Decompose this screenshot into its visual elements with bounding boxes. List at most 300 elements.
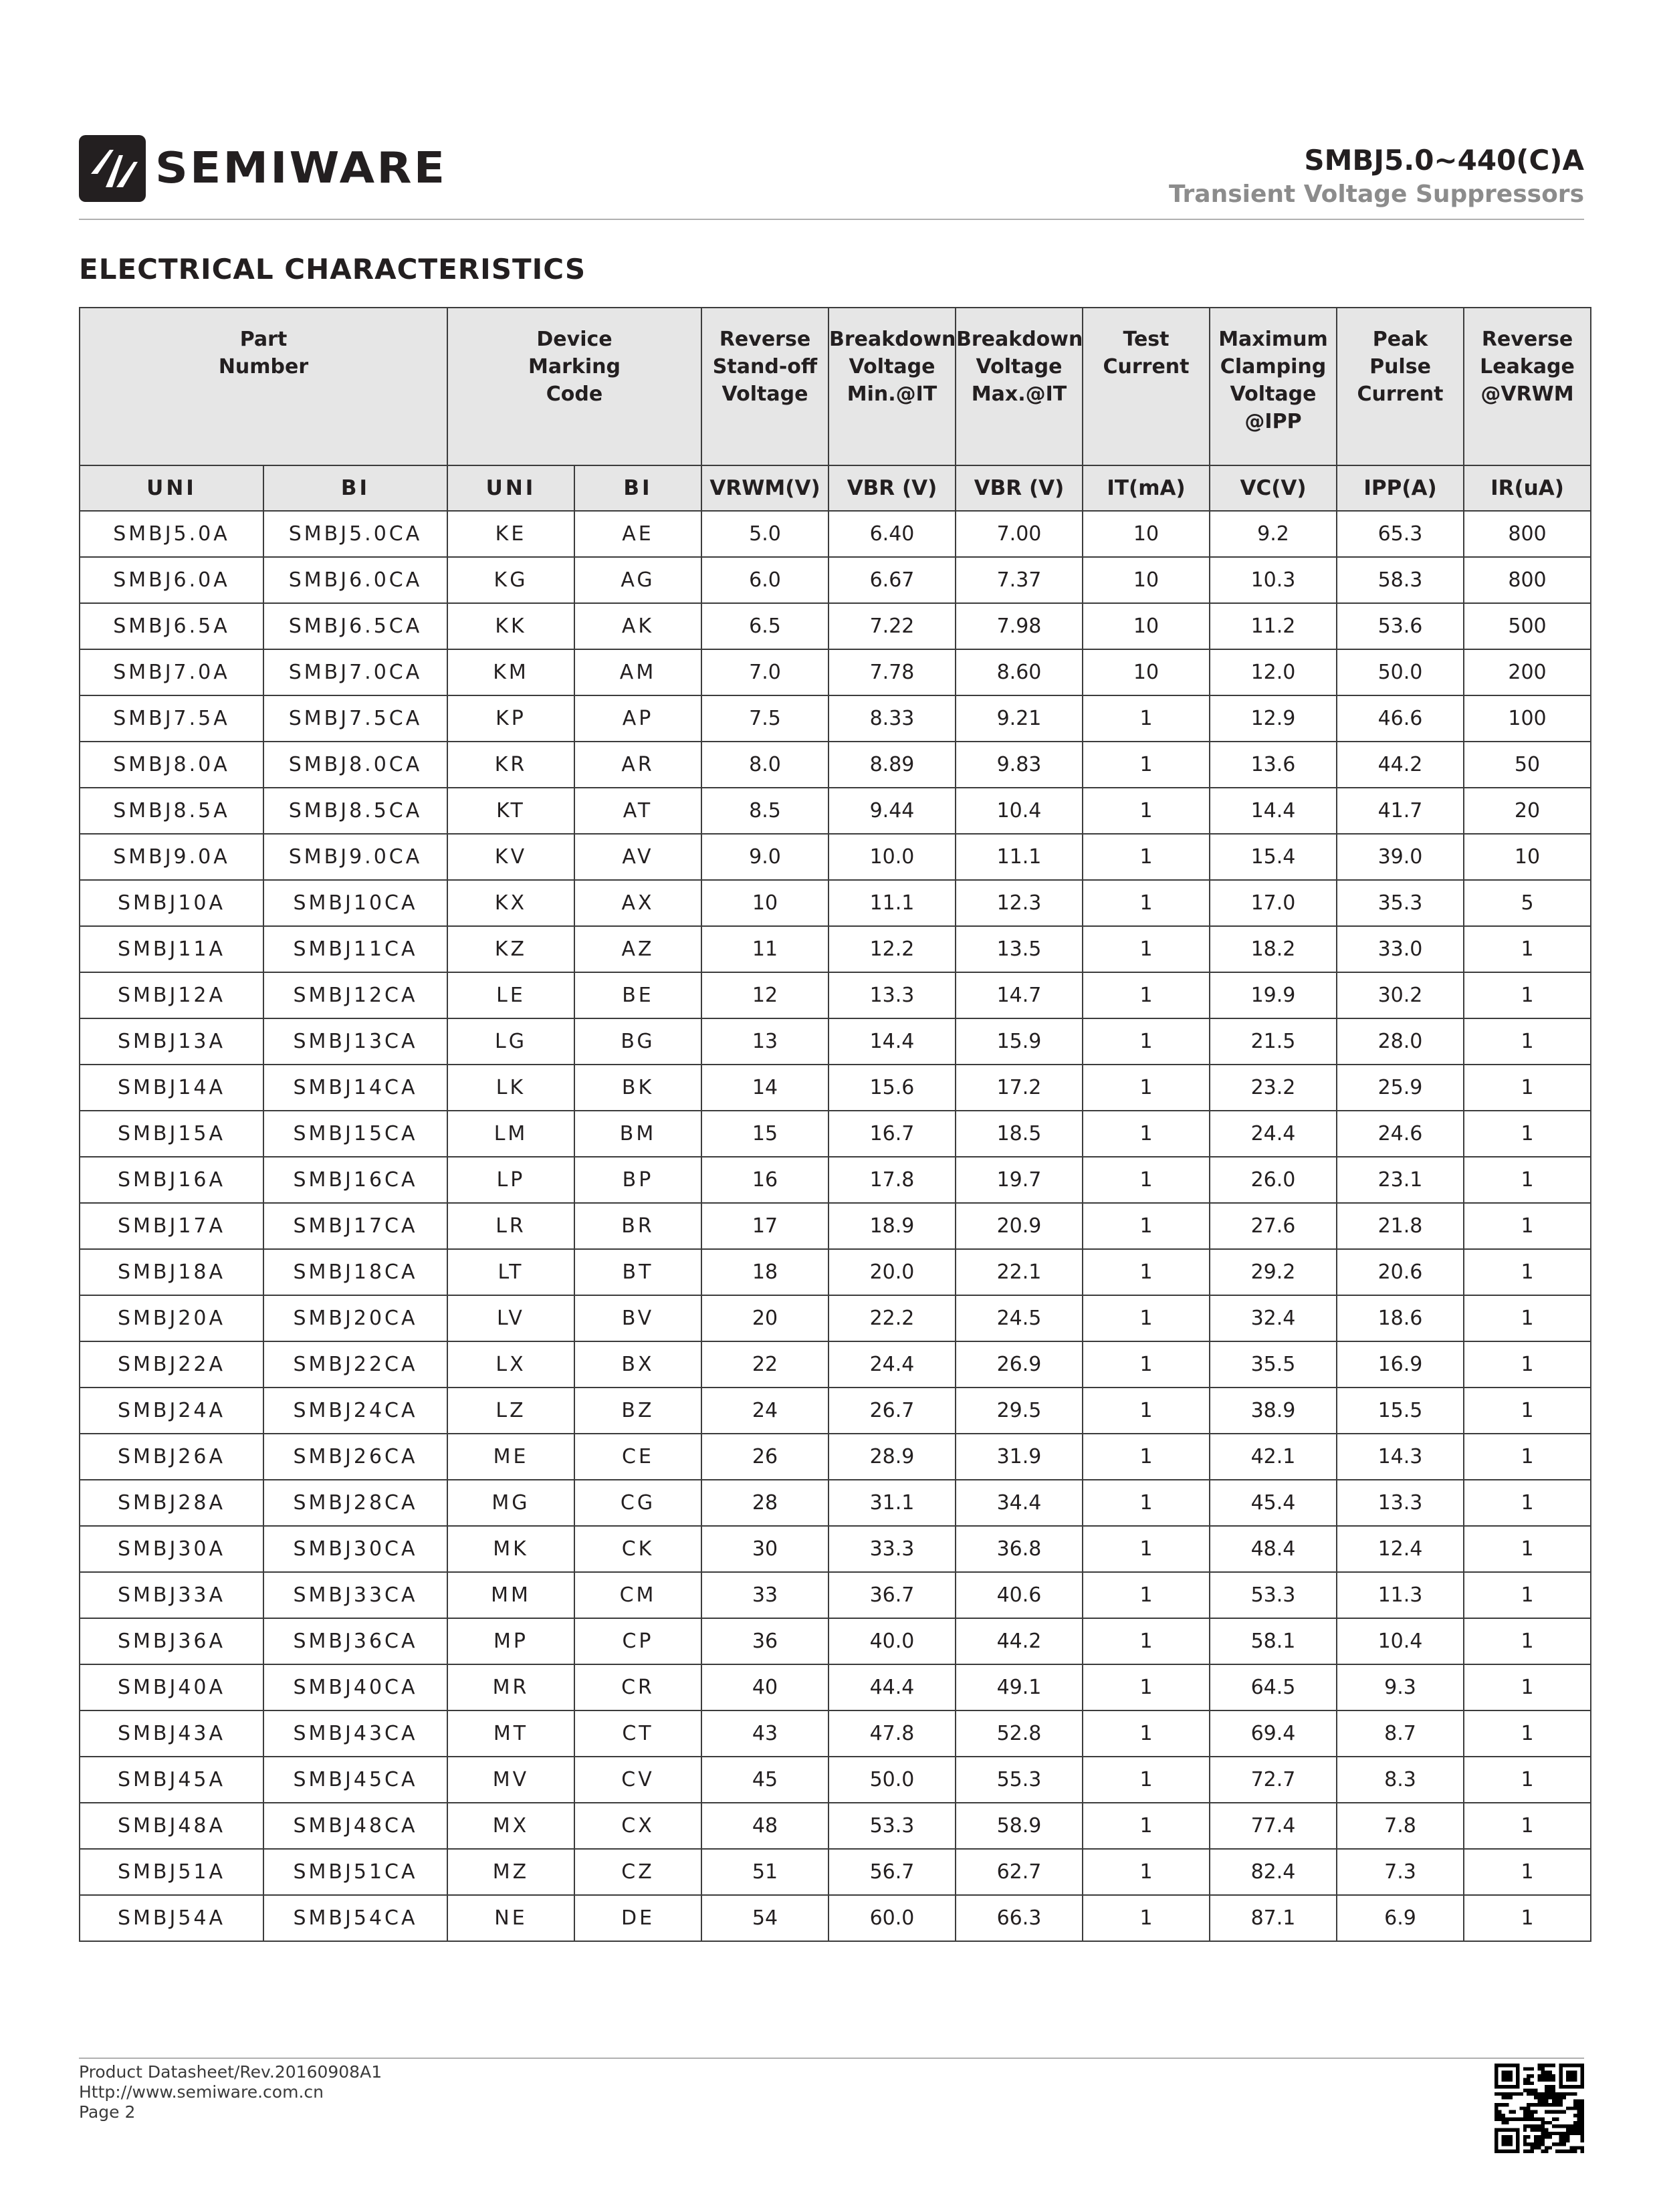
cell-ipp: 14.3 xyxy=(1337,1434,1464,1480)
cell-vrwm: 12 xyxy=(701,972,828,1018)
cell-vbr-max: 26.9 xyxy=(956,1341,1083,1388)
cell-vrwm: 36 xyxy=(701,1618,828,1664)
cell-vbr-min: 22.2 xyxy=(828,1295,956,1341)
cell-vrwm: 15 xyxy=(701,1111,828,1157)
cell-marking-bi: CX xyxy=(574,1803,701,1849)
cell-part-uni: SMBJ45A xyxy=(80,1757,263,1803)
cell-ipp: 30.2 xyxy=(1337,972,1464,1018)
cell-vbr-min: 20.0 xyxy=(828,1249,956,1295)
cell-marking-uni: MM xyxy=(447,1572,574,1618)
cell-ipp: 9.3 xyxy=(1337,1664,1464,1710)
cell-marking-bi: CZ xyxy=(574,1849,701,1895)
cell-part-uni: SMBJ54A xyxy=(80,1895,263,1941)
cell-vrwm: 51 xyxy=(701,1849,828,1895)
cell-vbr-max: 24.5 xyxy=(956,1295,1083,1341)
cell-ipp: 25.9 xyxy=(1337,1065,1464,1111)
cell-vrwm: 7.5 xyxy=(701,695,828,742)
cell-vrwm: 45 xyxy=(701,1757,828,1803)
cell-part-bi: SMBJ15CA xyxy=(263,1111,447,1157)
cell-part-uni: SMBJ28A xyxy=(80,1480,263,1526)
cell-vbr-max: 8.60 xyxy=(956,649,1083,695)
table-row xyxy=(80,880,1591,926)
cell-part-bi: SMBJ17CA xyxy=(263,1203,447,1249)
cell-vrwm: 20 xyxy=(701,1295,828,1341)
cell-part-uni: SMBJ40A xyxy=(80,1664,263,1710)
cell-marking-bi: AG xyxy=(574,557,701,603)
cell-part-bi: SMBJ26CA xyxy=(263,1434,447,1480)
cell-part-bi: SMBJ45CA xyxy=(263,1757,447,1803)
cell-part-bi: SMBJ30CA xyxy=(263,1526,447,1572)
cell-marking-uni: KT xyxy=(447,788,574,834)
cell-part-bi: SMBJ8.0CA xyxy=(263,742,447,788)
cell-marking-bi: BK xyxy=(574,1065,701,1111)
cell-vbr-max: 10.4 xyxy=(956,788,1083,834)
cell-ipp: 46.6 xyxy=(1337,695,1464,742)
cell-marking-bi: CM xyxy=(574,1572,701,1618)
subheader-marking-uni: UNI xyxy=(447,465,574,511)
cell-it: 1 xyxy=(1083,1249,1210,1295)
table-row xyxy=(80,603,1591,649)
cell-ipp: 7.8 xyxy=(1337,1803,1464,1849)
cell-ir: 200 xyxy=(1464,649,1591,695)
cell-part-bi: SMBJ10CA xyxy=(263,880,447,926)
cell-vrwm: 14 xyxy=(701,1065,828,1111)
cell-part-uni: SMBJ48A xyxy=(80,1803,263,1849)
qr-code-icon xyxy=(1495,2064,1584,2153)
cell-part-uni: SMBJ5.0A xyxy=(80,511,263,557)
cell-ipp: 6.9 xyxy=(1337,1895,1464,1941)
cell-part-uni: SMBJ26A xyxy=(80,1434,263,1480)
cell-vrwm: 6.5 xyxy=(701,603,828,649)
cell-ir: 1 xyxy=(1464,1157,1591,1203)
cell-vrwm: 9.0 xyxy=(701,834,828,880)
cell-marking-bi: BP xyxy=(574,1157,701,1203)
cell-it: 1 xyxy=(1083,1895,1210,1941)
cell-ipp: 8.3 xyxy=(1337,1757,1464,1803)
table-body xyxy=(80,511,1591,1941)
cell-marking-bi: BT xyxy=(574,1249,701,1295)
cell-marking-uni: LG xyxy=(447,1018,574,1065)
cell-vbr-min: 44.4 xyxy=(828,1664,956,1710)
cell-vbr-max: 15.9 xyxy=(956,1018,1083,1065)
subheader-ir: IR(uA) xyxy=(1464,465,1591,511)
table-row xyxy=(80,1849,1591,1895)
cell-vc: 53.3 xyxy=(1210,1572,1337,1618)
cell-part-bi: SMBJ51CA xyxy=(263,1849,447,1895)
cell-part-uni: SMBJ16A xyxy=(80,1157,263,1203)
cell-marking-bi: AZ xyxy=(574,926,701,972)
cell-part-uni: SMBJ7.5A xyxy=(80,695,263,742)
electrical-characteristics-table xyxy=(79,307,1591,1942)
subheader-ipp: IPP(A) xyxy=(1337,465,1464,511)
cell-vbr-min: 36.7 xyxy=(828,1572,956,1618)
document-header xyxy=(1169,142,1584,210)
cell-marking-bi: CP xyxy=(574,1618,701,1664)
cell-ipp: 13.3 xyxy=(1337,1480,1464,1526)
cell-vbr-max: 55.3 xyxy=(956,1757,1083,1803)
cell-ipp: 35.3 xyxy=(1337,880,1464,926)
cell-vrwm: 7.0 xyxy=(701,649,828,695)
cell-marking-uni: KE xyxy=(447,511,574,557)
cell-vbr-min: 28.9 xyxy=(828,1434,956,1480)
footer-divider xyxy=(79,2058,1584,2059)
subheader-it: IT(mA) xyxy=(1083,465,1210,511)
cell-vbr-min: 33.3 xyxy=(828,1526,956,1572)
cell-it: 1 xyxy=(1083,1018,1210,1065)
cell-it: 1 xyxy=(1083,1434,1210,1480)
cell-vc: 9.2 xyxy=(1210,511,1337,557)
cell-marking-uni: LP xyxy=(447,1157,574,1203)
cell-marking-bi: BX xyxy=(574,1341,701,1388)
cell-vbr-max: 20.9 xyxy=(956,1203,1083,1249)
cell-vrwm: 17 xyxy=(701,1203,828,1249)
cell-marking-bi: DE xyxy=(574,1895,701,1941)
cell-vrwm: 8.0 xyxy=(701,742,828,788)
cell-ipp: 18.6 xyxy=(1337,1295,1464,1341)
cell-ipp: 58.3 xyxy=(1337,557,1464,603)
cell-marking-uni: KV xyxy=(447,834,574,880)
table-row xyxy=(80,926,1591,972)
cell-it: 1 xyxy=(1083,926,1210,972)
cell-ir: 1 xyxy=(1464,1526,1591,1572)
cell-vc: 21.5 xyxy=(1210,1018,1337,1065)
cell-vrwm: 30 xyxy=(701,1526,828,1572)
cell-marking-uni: MK xyxy=(447,1526,574,1572)
cell-part-bi: SMBJ48CA xyxy=(263,1803,447,1849)
cell-vrwm: 8.5 xyxy=(701,788,828,834)
brand-logo xyxy=(79,135,447,202)
cell-marking-uni: MX xyxy=(447,1803,574,1849)
cell-marking-uni: KP xyxy=(447,695,574,742)
cell-vc: 32.4 xyxy=(1210,1295,1337,1341)
cell-it: 1 xyxy=(1083,1618,1210,1664)
cell-ipp: 21.8 xyxy=(1337,1203,1464,1249)
cell-vrwm: 13 xyxy=(701,1018,828,1065)
cell-vbr-max: 31.9 xyxy=(956,1434,1083,1480)
cell-ir: 1 xyxy=(1464,1065,1591,1111)
cell-part-uni: SMBJ7.0A xyxy=(80,649,263,695)
cell-it: 1 xyxy=(1083,880,1210,926)
cell-ipp: 53.6 xyxy=(1337,603,1464,649)
cell-ir: 1 xyxy=(1464,926,1591,972)
cell-vbr-min: 24.4 xyxy=(828,1341,956,1388)
cell-vbr-max: 40.6 xyxy=(956,1572,1083,1618)
cell-vc: 24.4 xyxy=(1210,1111,1337,1157)
cell-vbr-max: 36.8 xyxy=(956,1526,1083,1572)
cell-vbr-max: 22.1 xyxy=(956,1249,1083,1295)
cell-part-uni: SMBJ15A xyxy=(80,1111,263,1157)
cell-ir: 800 xyxy=(1464,511,1591,557)
cell-ipp: 7.3 xyxy=(1337,1849,1464,1895)
cell-marking-bi: BG xyxy=(574,1018,701,1065)
cell-vc: 23.2 xyxy=(1210,1065,1337,1111)
cell-part-bi: SMBJ43CA xyxy=(263,1710,447,1757)
cell-vc: 29.2 xyxy=(1210,1249,1337,1295)
cell-marking-uni: MP xyxy=(447,1618,574,1664)
cell-ipp: 50.0 xyxy=(1337,649,1464,695)
cell-part-uni: SMBJ17A xyxy=(80,1203,263,1249)
cell-marking-bi: AV xyxy=(574,834,701,880)
cell-ipp: 65.3 xyxy=(1337,511,1464,557)
cell-part-bi: SMBJ54CA xyxy=(263,1895,447,1941)
subheader-vbr-max: VBR (V) xyxy=(956,465,1083,511)
cell-ir: 1 xyxy=(1464,1849,1591,1895)
cell-vbr-min: 9.44 xyxy=(828,788,956,834)
cell-part-bi: SMBJ16CA xyxy=(263,1157,447,1203)
cell-marking-uni: LV xyxy=(447,1295,574,1341)
cell-marking-bi: BE xyxy=(574,972,701,1018)
cell-ipp: 16.9 xyxy=(1337,1341,1464,1388)
cell-marking-bi: AR xyxy=(574,742,701,788)
table-row xyxy=(80,1111,1591,1157)
cell-part-uni: SMBJ11A xyxy=(80,926,263,972)
cell-marking-bi: AT xyxy=(574,788,701,834)
cell-marking-bi: BR xyxy=(574,1203,701,1249)
cell-marking-uni: LK xyxy=(447,1065,574,1111)
table-row xyxy=(80,1895,1591,1941)
document-subtitle: Transient Voltage Suppressors xyxy=(1168,181,1584,208)
cell-marking-uni: KX xyxy=(447,880,574,926)
cell-marking-uni: KM xyxy=(447,649,574,695)
cell-vbr-max: 12.3 xyxy=(956,880,1083,926)
table-sub-header-row xyxy=(80,465,1591,511)
cell-part-uni: SMBJ43A xyxy=(80,1710,263,1757)
cell-marking-uni: LZ xyxy=(447,1388,574,1434)
table-row xyxy=(80,649,1591,695)
cell-part-bi: SMBJ5.0CA xyxy=(263,511,447,557)
table-row xyxy=(80,1157,1591,1203)
table-group-header-row xyxy=(80,308,1591,465)
cell-it: 10 xyxy=(1083,603,1210,649)
cell-vbr-max: 9.21 xyxy=(956,695,1083,742)
cell-vbr-min: 14.4 xyxy=(828,1018,956,1065)
cell-ipp: 39.0 xyxy=(1337,834,1464,880)
cell-vc: 13.6 xyxy=(1210,742,1337,788)
document-title: SMBJ5.0~440(C)A xyxy=(1304,144,1584,177)
cell-vbr-max: 13.5 xyxy=(956,926,1083,972)
cell-vrwm: 11 xyxy=(701,926,828,972)
logo-text: SEMIWARE xyxy=(155,144,447,193)
cell-ipp: 24.6 xyxy=(1337,1111,1464,1157)
cell-it: 1 xyxy=(1083,1388,1210,1434)
subheader-marking-bi: BI xyxy=(574,465,701,511)
cell-it: 10 xyxy=(1083,511,1210,557)
cell-part-bi: SMBJ18CA xyxy=(263,1249,447,1295)
cell-marking-bi: AP xyxy=(574,695,701,742)
cell-vbr-min: 18.9 xyxy=(828,1203,956,1249)
cell-part-uni: SMBJ24A xyxy=(80,1388,263,1434)
header-reverse-standoff: Reverse Stand-off Voltage xyxy=(701,308,828,465)
cell-part-uni: SMBJ51A xyxy=(80,1849,263,1895)
cell-it: 1 xyxy=(1083,1111,1210,1157)
footer-page-number: Page 2 xyxy=(79,2102,136,2122)
header-divider xyxy=(79,219,1584,220)
cell-it: 1 xyxy=(1083,1572,1210,1618)
cell-vbr-max: 49.1 xyxy=(956,1664,1083,1710)
cell-part-bi: SMBJ20CA xyxy=(263,1295,447,1341)
cell-ipp: 28.0 xyxy=(1337,1018,1464,1065)
cell-vc: 11.2 xyxy=(1210,603,1337,649)
cell-vbr-max: 7.00 xyxy=(956,511,1083,557)
cell-ipp: 12.4 xyxy=(1337,1526,1464,1572)
cell-marking-uni: KG xyxy=(447,557,574,603)
cell-part-bi: SMBJ7.5CA xyxy=(263,695,447,742)
cell-part-bi: SMBJ8.5CA xyxy=(263,788,447,834)
cell-marking-bi: CE xyxy=(574,1434,701,1480)
cell-marking-uni: LE xyxy=(447,972,574,1018)
cell-part-uni: SMBJ12A xyxy=(80,972,263,1018)
cell-vc: 38.9 xyxy=(1210,1388,1337,1434)
cell-it: 1 xyxy=(1083,742,1210,788)
cell-ir: 1 xyxy=(1464,1341,1591,1388)
cell-vbr-min: 53.3 xyxy=(828,1803,956,1849)
cell-part-bi: SMBJ14CA xyxy=(263,1065,447,1111)
cell-marking-bi: CK xyxy=(574,1526,701,1572)
cell-it: 1 xyxy=(1083,1341,1210,1388)
cell-marking-uni: KK xyxy=(447,603,574,649)
cell-vc: 77.4 xyxy=(1210,1803,1337,1849)
cell-part-bi: SMBJ13CA xyxy=(263,1018,447,1065)
cell-part-uni: SMBJ18A xyxy=(80,1249,263,1295)
cell-marking-uni: MR xyxy=(447,1664,574,1710)
cell-vc: 72.7 xyxy=(1210,1757,1337,1803)
cell-ir: 1 xyxy=(1464,1388,1591,1434)
cell-vrwm: 5.0 xyxy=(701,511,828,557)
table-row xyxy=(80,1018,1591,1065)
cell-vc: 12.0 xyxy=(1210,649,1337,695)
cell-vbr-min: 50.0 xyxy=(828,1757,956,1803)
cell-vbr-max: 14.7 xyxy=(956,972,1083,1018)
table-row xyxy=(80,1388,1591,1434)
cell-it: 1 xyxy=(1083,1849,1210,1895)
cell-part-uni: SMBJ36A xyxy=(80,1618,263,1664)
table-row xyxy=(80,1618,1591,1664)
table-row xyxy=(80,1572,1591,1618)
table-row xyxy=(80,557,1591,603)
cell-ipp: 20.6 xyxy=(1337,1249,1464,1295)
cell-vc: 45.4 xyxy=(1210,1480,1337,1526)
cell-ir: 1 xyxy=(1464,1710,1591,1757)
cell-marking-uni: LR xyxy=(447,1203,574,1249)
semiware-logo-icon xyxy=(79,135,146,202)
cell-marking-bi: CT xyxy=(574,1710,701,1757)
cell-marking-bi: CV xyxy=(574,1757,701,1803)
cell-vbr-min: 8.89 xyxy=(828,742,956,788)
cell-part-bi: SMBJ33CA xyxy=(263,1572,447,1618)
header-peak-pulse: Peak Pulse Current xyxy=(1337,308,1464,465)
cell-vrwm: 26 xyxy=(701,1434,828,1480)
cell-vbr-min: 7.22 xyxy=(828,603,956,649)
cell-part-uni: SMBJ33A xyxy=(80,1572,263,1618)
cell-it: 1 xyxy=(1083,1295,1210,1341)
cell-ir: 10 xyxy=(1464,834,1591,880)
table-row xyxy=(80,788,1591,834)
cell-vbr-min: 56.7 xyxy=(828,1849,956,1895)
cell-part-uni: SMBJ13A xyxy=(80,1018,263,1065)
cell-ir: 1 xyxy=(1464,1895,1591,1941)
cell-vc: 26.0 xyxy=(1210,1157,1337,1203)
cell-ir: 500 xyxy=(1464,603,1591,649)
cell-vrwm: 54 xyxy=(701,1895,828,1941)
cell-vrwm: 43 xyxy=(701,1710,828,1757)
header-breakdown-max: Breakdown Voltage Max.@IT xyxy=(956,308,1083,465)
cell-vc: 27.6 xyxy=(1210,1203,1337,1249)
cell-it: 1 xyxy=(1083,972,1210,1018)
table-row xyxy=(80,1249,1591,1295)
cell-vbr-min: 6.40 xyxy=(828,511,956,557)
cell-it: 10 xyxy=(1083,649,1210,695)
cell-it: 1 xyxy=(1083,1757,1210,1803)
cell-vc: 15.4 xyxy=(1210,834,1337,880)
cell-it: 1 xyxy=(1083,788,1210,834)
cell-vbr-min: 17.8 xyxy=(828,1157,956,1203)
cell-vc: 18.2 xyxy=(1210,926,1337,972)
cell-marking-uni: NE xyxy=(447,1895,574,1941)
cell-ir: 1 xyxy=(1464,1572,1591,1618)
cell-ir: 50 xyxy=(1464,742,1591,788)
header-max-clamping: Maximum Clamping Voltage @IPP xyxy=(1210,308,1337,465)
table-row xyxy=(80,1757,1591,1803)
cell-part-uni: SMBJ6.0A xyxy=(80,557,263,603)
cell-it: 1 xyxy=(1083,1157,1210,1203)
cell-vbr-max: 7.98 xyxy=(956,603,1083,649)
subheader-vrwm: VRWM(V) xyxy=(701,465,828,511)
cell-marking-uni: KZ xyxy=(447,926,574,972)
cell-ir: 1 xyxy=(1464,1434,1591,1480)
table-row xyxy=(80,1203,1591,1249)
cell-part-bi: SMBJ22CA xyxy=(263,1341,447,1388)
cell-marking-bi: BV xyxy=(574,1295,701,1341)
cell-ir: 1 xyxy=(1464,1111,1591,1157)
table-row xyxy=(80,834,1591,880)
cell-marking-uni: KR xyxy=(447,742,574,788)
cell-vc: 19.9 xyxy=(1210,972,1337,1018)
cell-ir: 1 xyxy=(1464,1295,1591,1341)
cell-it: 1 xyxy=(1083,834,1210,880)
cell-it: 1 xyxy=(1083,1664,1210,1710)
cell-ipp: 15.5 xyxy=(1337,1388,1464,1434)
cell-vbr-max: 9.83 xyxy=(956,742,1083,788)
table-row xyxy=(80,1341,1591,1388)
cell-part-bi: SMBJ40CA xyxy=(263,1664,447,1710)
cell-vbr-max: 11.1 xyxy=(956,834,1083,880)
cell-vbr-min: 60.0 xyxy=(828,1895,956,1941)
cell-part-bi: SMBJ9.0CA xyxy=(263,834,447,880)
cell-vrwm: 48 xyxy=(701,1803,828,1849)
cell-marking-bi: CG xyxy=(574,1480,701,1526)
cell-it: 1 xyxy=(1083,695,1210,742)
cell-vbr-max: 52.8 xyxy=(956,1710,1083,1757)
footer-website-link[interactable]: Http://www.semiware.com.cn xyxy=(79,2082,324,2102)
cell-marking-bi: BZ xyxy=(574,1388,701,1434)
cell-marking-bi: AK xyxy=(574,603,701,649)
cell-part-uni: SMBJ8.0A xyxy=(80,742,263,788)
cell-ir: 1 xyxy=(1464,1480,1591,1526)
table-row xyxy=(80,1480,1591,1526)
cell-ipp: 23.1 xyxy=(1337,1157,1464,1203)
cell-ir: 1 xyxy=(1464,1249,1591,1295)
footer xyxy=(79,2062,382,2122)
cell-vrwm: 28 xyxy=(701,1480,828,1526)
cell-part-bi: SMBJ6.0CA xyxy=(263,557,447,603)
table-row xyxy=(80,742,1591,788)
cell-marking-uni: ME xyxy=(447,1434,574,1480)
cell-vbr-min: 40.0 xyxy=(828,1618,956,1664)
cell-marking-bi: CR xyxy=(574,1664,701,1710)
cell-ir: 1 xyxy=(1464,1803,1591,1849)
section-title: ELECTRICAL CHARACTERISTICS xyxy=(79,253,586,286)
cell-vrwm: 24 xyxy=(701,1388,828,1434)
